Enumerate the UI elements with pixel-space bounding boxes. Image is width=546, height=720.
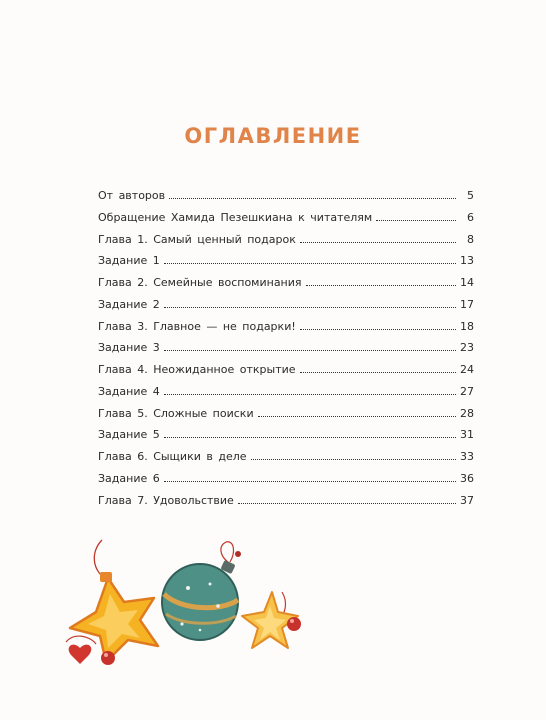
toc-entry	[98, 233, 474, 255]
toc-entry	[98, 385, 474, 407]
toc-entry-page-number: 13	[460, 254, 474, 268]
toc-entry-title: Задание 5	[98, 428, 160, 442]
toc-entry	[98, 472, 474, 494]
toc-entry-title: Задание 3	[98, 341, 160, 355]
toc-entry-title: Глава 6. Сыщики в деле	[98, 450, 247, 463]
dot-leader	[376, 220, 456, 221]
toc-entry	[98, 298, 474, 320]
toc-entry-page-number: 27	[460, 384, 474, 398]
toc-entry-page-number: 36	[460, 471, 474, 485]
toc-entry-title: Глава 7. Удовольствие	[98, 493, 234, 507]
toc-entry	[98, 320, 474, 342]
toc-entry-title: Глава 4. Неожиданное открытие	[98, 363, 296, 376]
dot-leader	[258, 416, 456, 417]
toc-entry-title: Задание 2	[98, 297, 160, 311]
toc-entry-title: Задание 4	[98, 384, 160, 398]
glass-ball-ornament-icon	[162, 560, 238, 640]
toc-entry	[98, 428, 474, 450]
toc-entry-page-number: 23	[460, 341, 474, 355]
toc-entry	[98, 363, 474, 385]
dot-leader	[164, 350, 456, 351]
toc-entry-page-number: 8	[467, 232, 474, 246]
dot-leader	[251, 459, 456, 460]
heart-charm-icon	[69, 645, 92, 664]
dot-leader	[300, 372, 456, 373]
dot-leader	[164, 437, 456, 438]
toc-entry-title: Задание 6	[98, 471, 160, 485]
toc-entry-page-number: 37	[460, 493, 474, 507]
dot-leader	[300, 329, 456, 330]
toc-entry	[98, 254, 474, 276]
toc-entry-title: Глава 3. Главное — не подарки!	[98, 319, 296, 333]
toc-entry	[98, 276, 474, 298]
toc-entry-title: Глава 5. Сложные поиски	[98, 406, 254, 420]
dot-leader	[164, 307, 456, 308]
toc-entry-page-number: 5	[467, 189, 474, 202]
toc-entry-page-number: 14	[460, 276, 474, 289]
christmas-ornaments-illustration	[50, 532, 310, 672]
toc-entry-page-number: 18	[460, 319, 474, 333]
dot-leader	[306, 285, 456, 286]
dot-leader	[300, 242, 456, 243]
toc-entry	[98, 450, 474, 472]
dot-leader	[164, 481, 456, 482]
toc-entry-page-number: 31	[460, 428, 474, 442]
dot-leader	[169, 198, 456, 199]
toc-entry-page-number: 17	[460, 297, 474, 311]
dot-leader	[238, 503, 456, 504]
toc-entry-title: Глава 1. Самый ценный подарок	[98, 232, 296, 246]
toc-entry-title: От авторов	[98, 189, 166, 202]
toc-entry-title: Обращение Хамида Пезешкиана к читателям	[98, 210, 373, 224]
table-of-contents	[98, 189, 474, 515]
toc-entry	[98, 341, 474, 363]
toc-entry-title: Задание 1	[98, 254, 160, 268]
toc-entry	[98, 494, 474, 516]
dot-leader	[164, 394, 456, 395]
toc-entry-page-number: 33	[460, 450, 474, 463]
page-title: ОГЛАВЛЕНИЕ	[184, 124, 362, 148]
toc-entry	[98, 211, 474, 233]
toc-entry-page-number: 6	[467, 210, 474, 224]
toc-entry-page-number: 28	[460, 406, 474, 420]
toc-entry	[98, 189, 474, 211]
toc-entry-page-number: 24	[460, 363, 474, 376]
toc-entry	[98, 407, 474, 429]
dot-leader	[164, 263, 456, 264]
toc-entry-title: Глава 2. Семейные воспоминания	[98, 276, 302, 289]
